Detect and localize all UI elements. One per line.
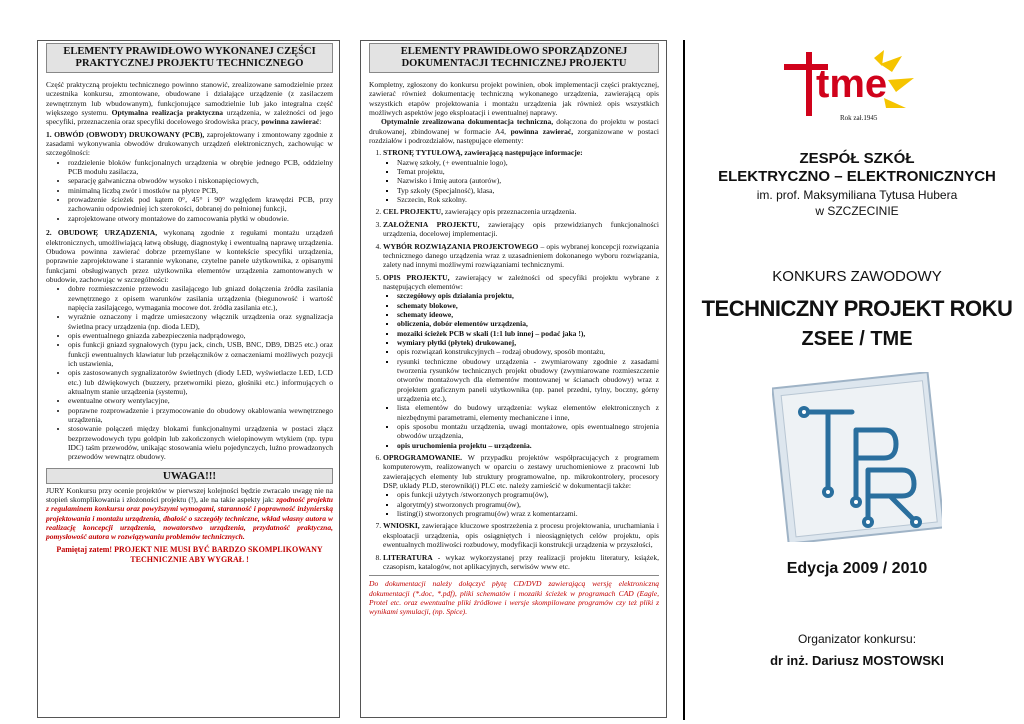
uwaga-title: UWAGA!!! <box>46 468 333 484</box>
list-item: ▪ Typ szkoły (Specjalność), klasa, <box>397 186 659 195</box>
main-subtitle: ZSEE / TME <box>801 328 913 350</box>
list-item: • opis funkcji gniazd sygnałowych (typu jack, cinch, USB, BNC, DB9, DB25 etc.) oraz funkcji ewentualnych klawiatur lub przełączników z oznaczeniami możliwych pozycji ich ustawienia, <box>68 340 333 368</box>
list-item: ▪ mozaiki ścieżek PCB w skali (1:1 lub innej – podać jaka !), <box>397 329 659 338</box>
middle-intro: Kompletny, zgłoszony do konkursu projekt powinien, obok implementacji części praktycznej, zawierać również dokumentację techniczną wykonanego urządzenia, zawierającą opis wszystkich etapów projektowania i montażu urządzenia jak również opis wszystkich możliwych aspektów jego eksploatacji i ewentualnej naprawy. <box>369 80 659 118</box>
enclosure-heading: 2. OBUDOWĘ URZĄDZENIA, <box>46 228 158 238</box>
enclosure-list <box>46 284 333 462</box>
list-item: • minimalną liczbą zwór i mostków na płytce PCB, <box>68 186 333 195</box>
list-item: ▪ Szczecin, Rok szkolny. <box>397 195 659 204</box>
footer-divider <box>369 575 659 576</box>
contest-label: KONKURS ZAWODOWY <box>772 268 942 285</box>
left-column <box>0 0 345 724</box>
school-name-4: w SZCZECINIE <box>815 204 899 218</box>
organizer-label: Organizator konkursu: <box>797 632 917 646</box>
enclosure-text: wykonaną zgodnie z regułami montażu urządzeń elektronicznych, umożliwiającą łatwą obsługę, diagnostykę i ewentualną naprawę urządzenia. Obudowa powinna zawierać dobrze przemyślane w kontekście specyfiki urządzenia, poprawnie zaprojektowane i starannie wykonane, czytelne panele użytkownika, z opisanymi funkcjami obsługiwanych przez użytkownika elementów urządzenia zamontowanych w obudowie, zachowując w szczególności: <box>46 228 333 284</box>
list-item: 5. OPIS PROJEKTU, zawierający w zależności od specyfiki projektu wybrane z następujących elementów: ▪ szczegółowy opis działania projektu, ▪ schematy blokowe, ▪ schematy ideowe, ▪ obliczenia, dobór elementów urządzenia, ▪ mozaiki ścieżek PCB w skali (1:1 lub innej – podać jaka !), ▪ wymiary płytki (płytek) drukowanej, ▪ opis rozwiązań konstrukcyjnych – rodzaj obudowy, sposób montażu, ▪ rysunki techniczne obudowy urządzenia - zwymiarowany zgodnie z zasadami tworzenia rysunków technicznych projekt obudowy (zwymiarowane rozmieszczenie otworów montażowych dla elementów montowanej w ścianach obudowy) wraz z projektem graficznym paneli użytkownika (np. panel przedni, tylny, boczny, górny urządzenia etc.), ▪ lista elementów do budowy urządzenia: wykaz elementów elektronicznych z niezbędnymi parametrami, elementy mechaniczne i inne, ▪ opis sposobu montażu urządzenia, uwagi montażowe, opis ewentualnego strojenia obwodów urządzenia, ▪ opis uruchomienia projektu – urządzenia. <box>383 273 659 451</box>
list-item: ▪ rysunki techniczne obudowy urządzenia - zwymiarowany zgodnie z zasadami tworzenia rysunków technicznych projekt obudowy (zwymiarowane rozmieszczenie otworów montażowych dla elementów montowanej w ścianach obudowy) wraz z projektem graficznym paneli użytkownika (np. panel przedni, tylny, boczny, górny urządzenia etc.), <box>397 357 659 404</box>
list-item: • poprawne rozprowadzenie i przymocowanie do obudowy okablowania wewnętrznego urządzenia, <box>68 406 333 425</box>
list-item: • opis zastosowanych sygnalizatorów świetlnych (diody LED, wyświetlacze LED, LCD etc.) lub dźwiękowych (buzzery, przetworniki piezo, głośniki etc.) informujących o aktualnym stanie urządzenia (systemu), <box>68 368 333 396</box>
list-item: • separację galwaniczna obwodów wysoko i niskonapięciowych, <box>68 176 333 185</box>
edition-label: Edycja 2009 / 2010 <box>786 560 928 577</box>
column-divider <box>683 40 685 720</box>
left-intro: Część praktyczną projektu technicznego powinno stanowić, zrealizowane samodzielnie przez uczestnika konkursu, zmontowane, obudowane i działające urządzenie (z zasilaczem zewnętrznym lub wbudowanym), funkcjonujące samodzielnie lub jako integralna część większego systemu. Optymalna realizacja praktyczna urządzenia, w zależności od jego specyfiki, przeznaczenia oraz specyfiki docelowego środowiska pracy, powinna zawierać: <box>46 80 333 127</box>
list-item: 7. WNIOSKI, zawierające kluczowe spostrzeżenia z procesu projektowania, uruchamiania i eksploatacji urządzenia, opis osiągniętych i nieosiągniętych celów projektu, opis ewentualnych możliwości rozbudowy, modyfikacji konstrukcji urządzenia w przyszłości, <box>383 521 659 549</box>
left-section-title: ELEMENTY PRAWIDŁOWO WYKONANEJ CZĘŚCI PRAKTYCZNEJ PROJEKTU TECHNICZNEGO <box>46 43 333 73</box>
school-name-2: ELEKTRYCZNO – ELEKTRONICZNYCH <box>718 168 996 185</box>
list-item: • prowadzenie ścieżek pod kątem 0°, 45° i 90° względem krawędzi PCB, przy zachowaniu odpowiedniej ich szerokości, dobranej do pełnionej funkcji, <box>68 195 333 214</box>
list-item: ▪ Nazwisko i Imię autora (autorów), <box>397 176 659 185</box>
list-item: ▪ lista elementów do budowy urządzenia: wykaz elementów elektronicznych z niezbędnymi parametrami, elementy mechaniczne i inne, <box>397 403 659 422</box>
list-item: • ewentualne otwory wentylacyjne, <box>68 396 333 405</box>
school-name-3: im. prof. Maksymiliana Tytusa Hubera <box>756 188 958 202</box>
documentation-list <box>369 148 659 571</box>
pcb-heading: 1. OBWÓD (OBWODY) DRUKOWANY (PCB), <box>46 129 205 139</box>
list-item: ▪ szczegółowy opis działania projektu, <box>397 291 659 300</box>
list-item: • stosowanie połączeń między blokami funkcjonalnymi urządzenia w postaci złącz bezprzewodowych typu goldpin lub zakończonych wielopinowym wtykiem (np. typu IDC) taśm przewodów, unikając stosowania wielu pojedynczych, luźno prowadzonych przewodów wewnątrz obudowy. <box>68 424 333 461</box>
middle-intro2: Optymalnie zrealizowana dokumentacja techniczna, dołączona do projektu w postaci drukowanej, zbindowanej w formacie A4, powinna zawierać, zorganizowane w postaci rozdziałów i podrozdziałów, następujące elementy: <box>369 117 660 146</box>
pcb-section <box>46 130 333 223</box>
list-item: 1. STRONĘ TYTUŁOWĄ, zawierającą następujące informacje: ▪ Nazwę szkoły, (+ ewentualnie logo), ▪ Temat projektu, ▪ Nazwisko i Imię autora (autorów), ▪ Typ szkoły (Specjalność), klasa, ▪ Szczecin, Rok szkolny. <box>383 148 659 204</box>
list-item: ▪ wymiary płytki (płytek) drukowanej, <box>397 338 659 347</box>
list-item: 6. OPROGRAMOWANIE. W przypadku projektów współpracujących z programem komputerowym, realizowanych w oparciu o zestawy uruchomieniowe z pracowni lub zawierających elementy lub struktury programowalne, np. mikrokontrolery, procesory DSP, układy PLD, sterowniki(i) PLC etc. należy zamieścić w dokumentacji także: ▪ opis funkcji użytych /stworzonych programu(ów), ▪ algorytm(y) stworzonych programu(ów), ▪ listing(i) stworzonych programu(ów) wraz z komentarzami. <box>383 453 659 518</box>
list-item: 4. WYBÓR ROZWIĄZANIA PROJEKTOWEGO – opis wybranej koncepcji rozwiązania technicznego danego urządzenia wraz z uzasadnieniem dokonanego wyboru rozwiązania, zalety nad innymi możliwymi rozwiązaniami technicznymi. <box>383 242 659 270</box>
tpr-circuit-graphic <box>772 372 942 542</box>
list-item: 2. CEL PROJEKTU, zawierający opis przeznaczenia urządzenia. <box>383 207 659 216</box>
list-item: ▪ opis uruchomienia projektu – urządzenia. <box>397 441 659 450</box>
logo-text: tme <box>816 62 888 106</box>
middle-body <box>369 80 659 617</box>
list-item: ▪ algorytm(y) stworzonych programu(ów), <box>397 500 659 509</box>
tme-logo <box>780 50 920 130</box>
uwaga-text: JURY Konkursu przy ocenie projektów w pierwszej kolejności będzie zwracało uwagę nie na stopień skomplikowania i złożoności projektu (!), ale na takie aspekty jak: zgodność projektu z regulaminem konkursu oraz powyższymi wymogami, staranność i poprawność inżynierską projektowania i montażu urządzenia, dbałość o szczegóły techniczne, wkład własny autora w realizację koncepcji urządzenia, nowatorstwo urządzenia, przydatność praktyczna, pomysłowość autora w rozwiązywaniu problemów technicznych. <box>46 485 334 542</box>
main-title: TECHNICZNY PROJEKT ROKU <box>701 296 1013 321</box>
list-item: • opis ewentualnego gniazda zabezpieczenia nadprądowego, <box>68 331 333 340</box>
list-item: ▪ obliczenia, dobór elementów urządzenia, <box>397 319 659 328</box>
list-item: 8. LITERATURA - wykaz wykorzystanej przy realizacji projektu literatury, książek, czasopism, katalogów, not aplikacyjnych, serwisów www etc. <box>383 553 659 572</box>
list-item: ▪ listing(i) stworzonych programu(ów) wraz z komentarzami. <box>397 509 659 518</box>
warning-text: Pamiętaj zatem! PROJEKT NIE MUSI BYĆ BARDZO SKOMPLIKOWANY TECHNICZNIE ABY WYGRAŁ ! <box>56 544 323 564</box>
pcb-text: zaprojektowany i zmontowany zgodnie z zasadami wykonywania obwodów drukowanych urządzeń elektronicznych, zachowując w szczególności: <box>46 129 333 158</box>
list-item: • zaprojektowane otwory montażowe do zamocowania płytki w obudowie. <box>68 214 333 223</box>
list-item: • dobre rozmieszczenie przewodu zasilającego lub gniazd dołączenia źródła zasilania zewnętrznego z opisem warunków zasilania urządzenia (biegunowość i wartość napięcia zasilającego, wymagania mocowe dot. źródła zasilania etc.), <box>68 284 333 312</box>
left-body <box>46 80 333 565</box>
list-item: ▪ opis rozwiązań konstrukcyjnych – rodzaj obudowy, sposób montażu, <box>397 347 659 356</box>
list-item: • rozdzielenie bloków funkcjonalnych urządzenia w obrębie jednego PCB, oddzielny PCB modułu zasilacza, <box>68 158 333 177</box>
logo-year: Rok zał.1945 <box>840 114 878 122</box>
list-item: ▪ schematy blokowe, <box>397 301 659 310</box>
list-item: ▪ schematy ideowe, <box>397 310 659 319</box>
middle-section-title: ELEMENTY PRAWIDŁOWO SPORZĄDZONEJ DOKUMENTACJI TECHNICZNEJ PROJEKTU <box>369 43 659 73</box>
list-item: ▪ opis sposobu montażu urządzenia, uwagi montażowe, opis ewentualnego strojenia obwodów urządzenia, <box>397 422 659 441</box>
list-item: ▪ opis funkcji użytych /stworzonych programu(ów), <box>397 490 659 499</box>
list-item: ▪ Temat projektu, <box>397 167 659 176</box>
list-item: ▪ Nazwę szkoły, (+ ewentualnie logo), <box>397 158 659 167</box>
pcb-list <box>46 158 333 223</box>
organizer-name: dr inż. Dariusz MOSTOWSKI <box>770 653 944 668</box>
circuit-board-icon <box>772 372 942 542</box>
list-item: • wyraźnie oznaczony i mądrze umieszczony włącznik urządzenia oraz sygnalizacja świetlna pracy urządzenia (np. dioda LED), <box>68 312 333 331</box>
list-item: 3. ZAŁOŻENIA PROJEKTU, zawierający opis przewidzianych funkcjonalności urządzenia, docelowej implementacji. <box>383 220 659 239</box>
enclosure-section <box>46 228 333 462</box>
middle-column <box>345 0 680 724</box>
footer-note: Do dokumentacji należy dołączyć płytę CD/DVD zawierającą wersję elektroniczną dokumentacji (*.doc, *.pdf), pliki schematów i mozaiki ścieżek w programach CAD (Eagle, Protel etc. oraz ewentualne pliki źródłowe i wersje skompilowane programów czy też pliki z wynikami symulacji, (np. Spice). <box>369 579 659 617</box>
school-name-1: ZESPÓŁ SZKÓŁ <box>799 150 915 167</box>
